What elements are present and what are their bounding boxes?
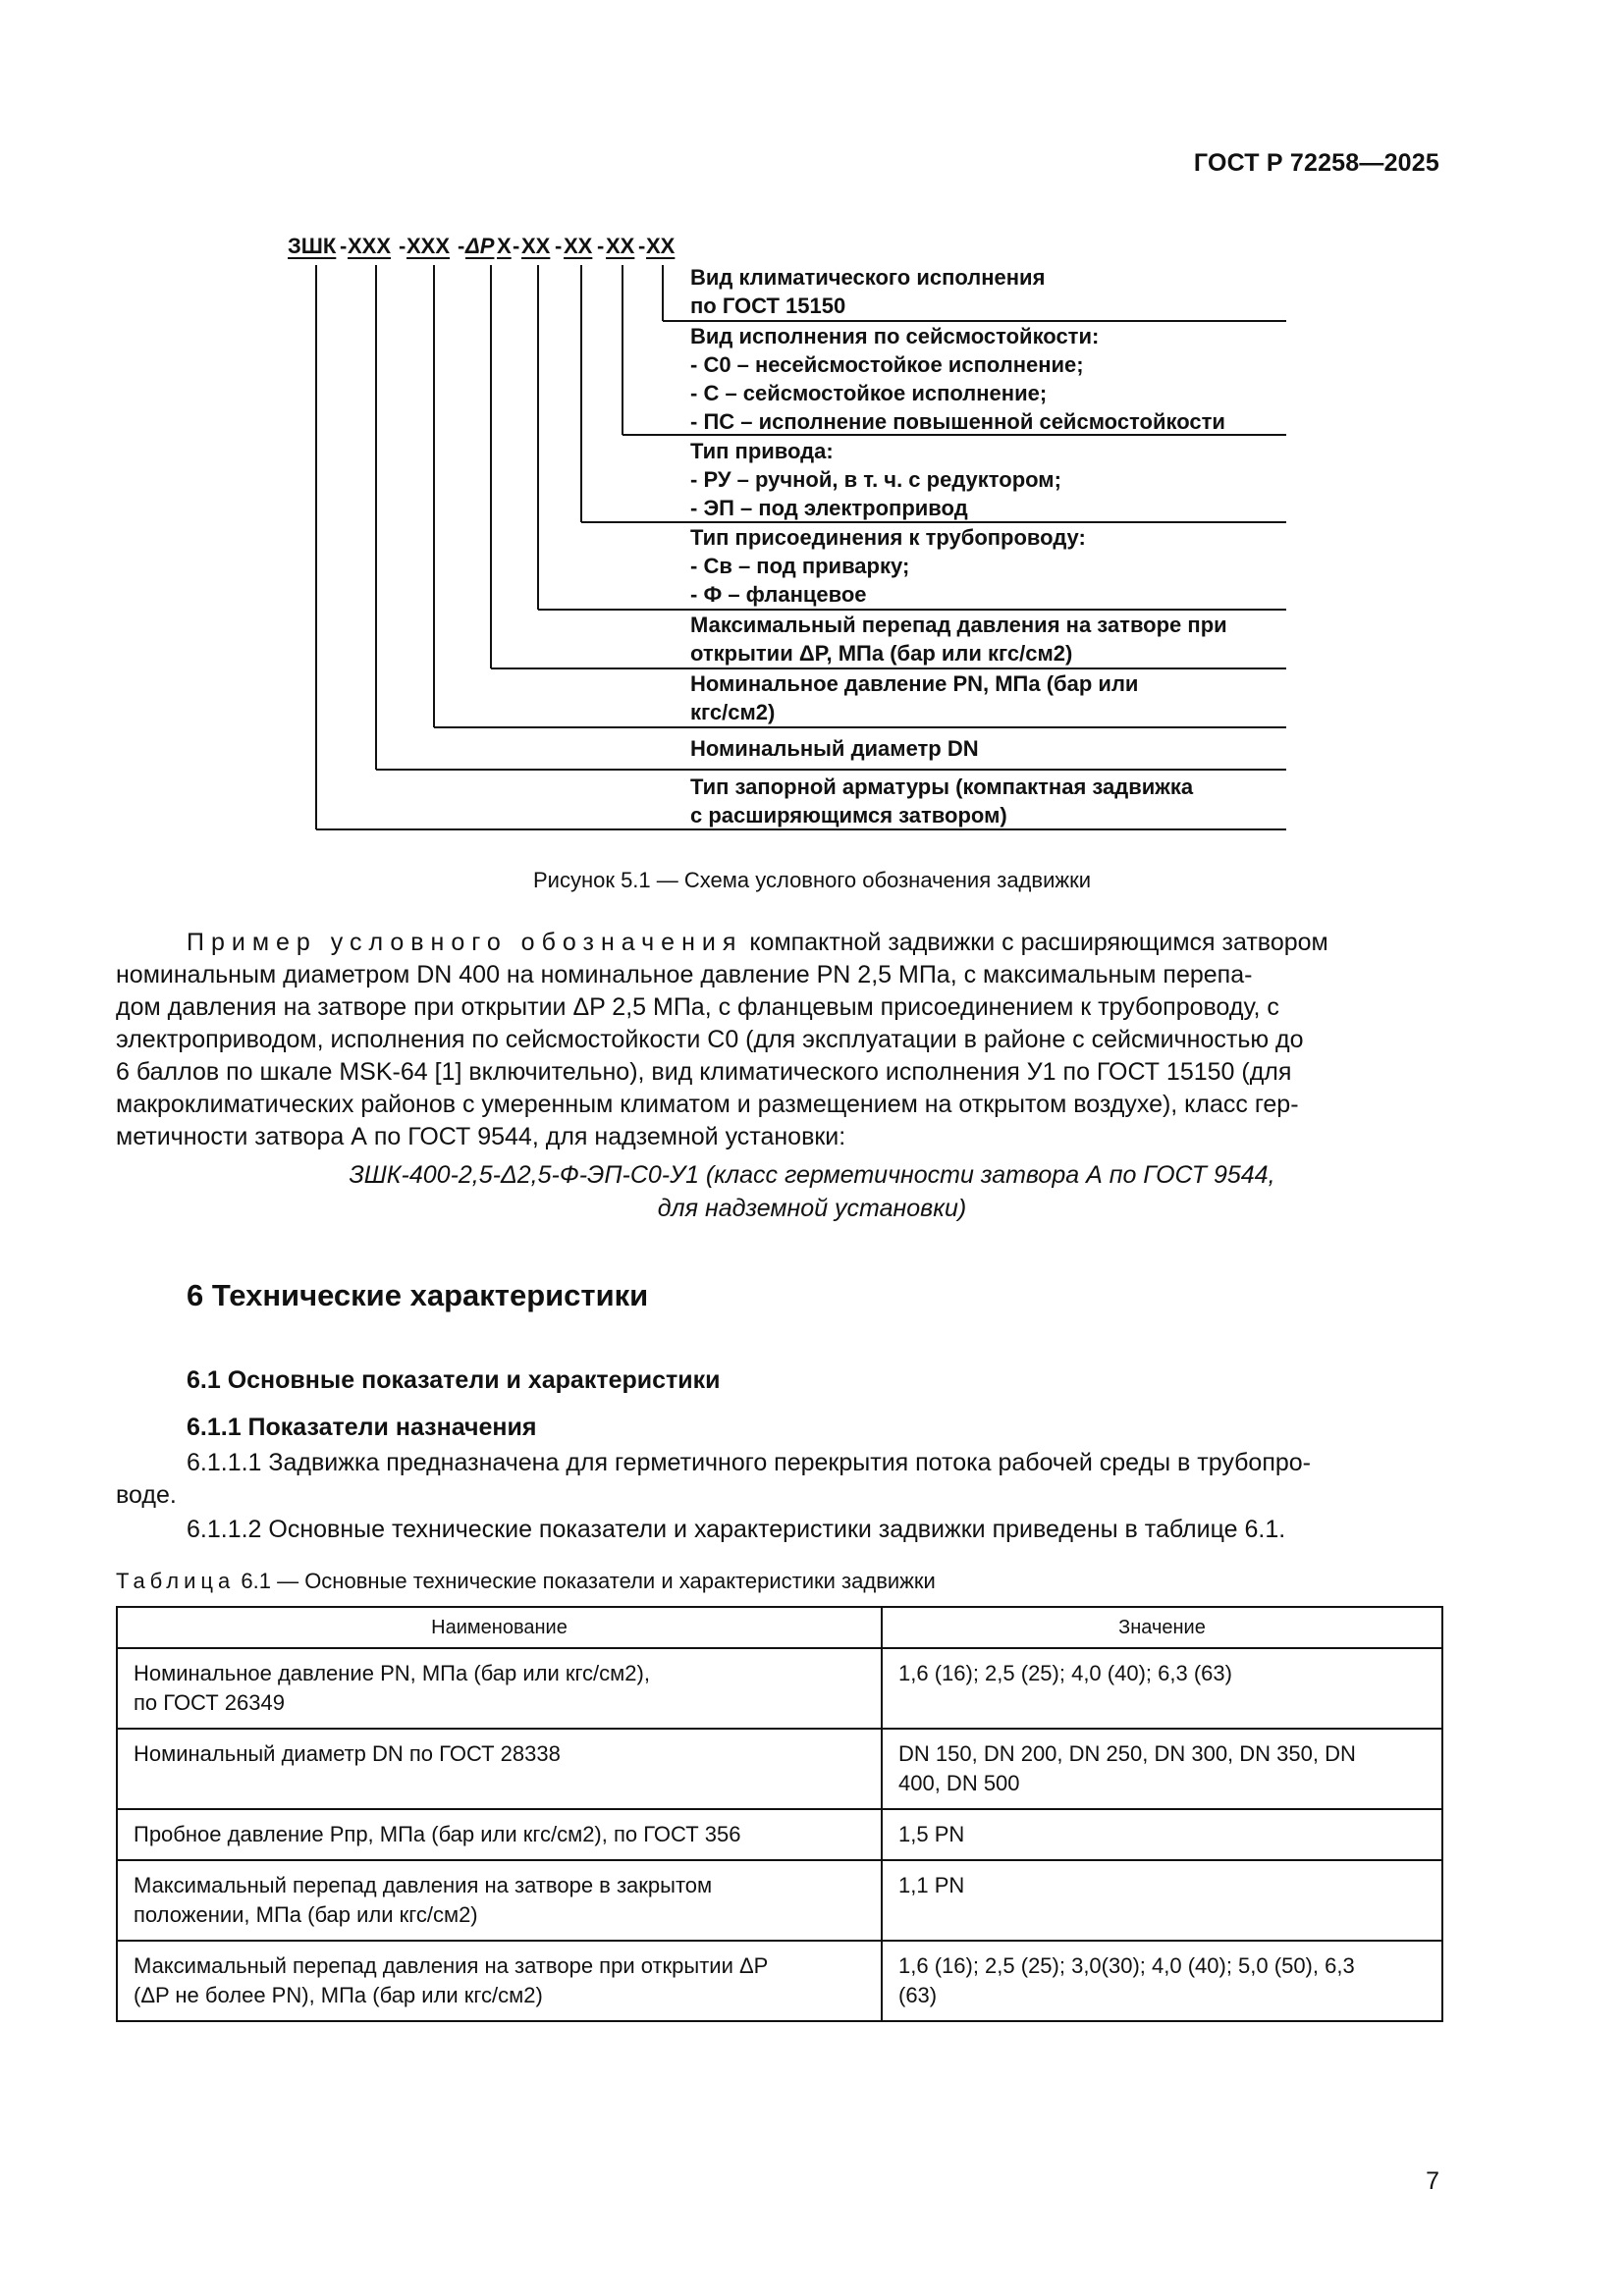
table-row xyxy=(117,1860,1442,1941)
code-separator: - xyxy=(513,234,520,258)
paragraph-6-1-1-2: 6.1.1.2 Основные технические показатели и характеристики задвижки приведены в таблице 6.1. xyxy=(187,1516,1286,1543)
subsection-title: 6.1 Основные показатели и характеристики xyxy=(187,1366,721,1394)
figure-caption: Рисунок 5.1 — Схема условного обозначения задвижки xyxy=(532,868,1091,892)
cell-value: 1,1 PN xyxy=(882,1860,1442,1941)
table-row xyxy=(117,1729,1442,1809)
code-separator: - xyxy=(638,234,646,258)
code-part-delta-p: ΔP xyxy=(465,234,495,258)
code-part-dp-x: X xyxy=(497,234,512,258)
page-number: 7 xyxy=(1426,2167,1439,2195)
table-header-row xyxy=(117,1607,1442,1648)
cell-value: 1,6 (16); 2,5 (25); 4,0 (40); 6,3 (63) xyxy=(882,1648,1442,1729)
scheme-label-pn: Номинальное давление PN, МПа (бар или кгс/см2) xyxy=(690,671,1139,724)
subsection-title: 6.1.1 Показатели назначения xyxy=(187,1414,537,1441)
cell-value: 1,6 (16); 2,5 (25); 3,0(30); 4,0 (40); 5,0 (50), 6,3 (63) xyxy=(882,1941,1442,2021)
characteristics-table xyxy=(116,1606,1443,2022)
scheme-label-connection: Тип присоединения к трубопроводу: - Св – под приварку; - Ф – фланцевое xyxy=(690,525,1086,607)
paragraph-6-1-1-1: 6.1.1.1 Задвижка предназначена для герметичного перекрытия потока рабочей среды в трубопро- xyxy=(187,1449,1311,1476)
example-paragraph: Пример условного обозначения компактной задвижки с расширяющимся затвором номинальным диаметром DN 400 на номинальное давление PN 2,5 МПа, с максимальным перепа- дом давления на затворе при открытии ΔP 2,5 МПа, с фланцевым присоединением к трубопроводу, с электроприводом, исполнения по сейсмостойкости С0 (для эксплуатации в районе с сейсмичностью до 6 баллов по шкале MSK-64 [1] включительно), вид климатического исполнения У1 по ГОСТ 15150 (для макроклиматических районов с умеренным климатом и размещением на открытом воздухе), класс гер- метичности затвора А по ГОСТ 9544, для надземной установки: xyxy=(116,929,1328,1150)
cell-name: Номинальный диаметр DN по ГОСТ 28338 xyxy=(117,1729,882,1809)
document-code-header: ГОСТ Р 72258—2025 xyxy=(1193,149,1439,177)
paragraph-6-1-1-1-cont: воде. xyxy=(116,1481,177,1509)
example-lead: Пример условного обозначения xyxy=(187,929,743,956)
cell-name: Максимальный перепад давления на затворе при открытии ΔP (ΔP не более PN), МПа (бар или кгс/см2) xyxy=(117,1941,882,2021)
cell-value: 1,5 PN xyxy=(882,1809,1442,1860)
cell-name: Максимальный перепад давления на затворе в закрытом положении, МПа (бар или кгс/см2) xyxy=(117,1860,882,1941)
code-part-dn: XXX xyxy=(348,234,392,258)
scheme-label-drive: Тип привода: - РУ – ручной, в т. ч. с редуктором; - ЭП – под электропривод xyxy=(690,439,1061,520)
cell-name: Номинальное давление PN, МПа (бар или кгс/см2), по ГОСТ 26349 xyxy=(117,1648,882,1729)
section-title: 6 Технические характеристики xyxy=(187,1278,649,1312)
scheme-label-type: Тип запорной арматуры (компактная задвижка с расширяющимся затвором) xyxy=(690,774,1194,828)
cell-value: DN 150, DN 200, DN 250, DN 300, DN 350, DN 400, DN 500 xyxy=(882,1729,1442,1809)
table-caption: Таблица 6.1 — Основные технические показатели и характеристики задвижки xyxy=(116,1569,936,1593)
code-separator: - xyxy=(458,234,465,258)
code-part-zshk: ЗШК xyxy=(288,234,337,258)
code-part-climatic: XX xyxy=(646,234,676,258)
code-part-pn: XXX xyxy=(406,234,451,258)
code-separator: - xyxy=(597,234,605,258)
cell-name: Пробное давление Pпр, МПа (бар или кгс/см2), по ГОСТ 356 xyxy=(117,1809,882,1860)
code-part-connection: XX xyxy=(521,234,551,258)
code-part-drive: XX xyxy=(564,234,593,258)
scheme-label-seismic: Вид исполнения по сейсмостойкости: - С0 – несейсмостойкое исполнение; - С – сейсмостойкое исполнение; - ПС – исполнение повышенной сейсмостойкости xyxy=(690,324,1225,434)
column-header-name: Наименование xyxy=(117,1607,882,1648)
code-separator: - xyxy=(555,234,563,258)
example-designation: ЗШК-400-2,5-Δ2,5-Ф-ЭП-С0-У1 (класс герметичности затвора А по ГОСТ 9544, для надземной установки) xyxy=(349,1161,1275,1222)
scheme-label-delta-p: Максимальный перепад давления на затворе при открытии ΔP, МПа (бар или кгс/см2) xyxy=(690,613,1227,666)
code-separator: - xyxy=(399,234,406,258)
table-row xyxy=(117,1941,1442,2021)
scheme-label-dn: Номинальный диаметр DN xyxy=(690,736,979,761)
column-header-value: Значение xyxy=(882,1607,1442,1648)
table-row xyxy=(117,1809,1442,1860)
table-row xyxy=(117,1648,1442,1729)
code-part-seismic: XX xyxy=(606,234,635,258)
scheme-label-climatic: Вид климатического исполнения по ГОСТ 15150 xyxy=(690,265,1046,318)
code-separator: - xyxy=(340,234,348,258)
